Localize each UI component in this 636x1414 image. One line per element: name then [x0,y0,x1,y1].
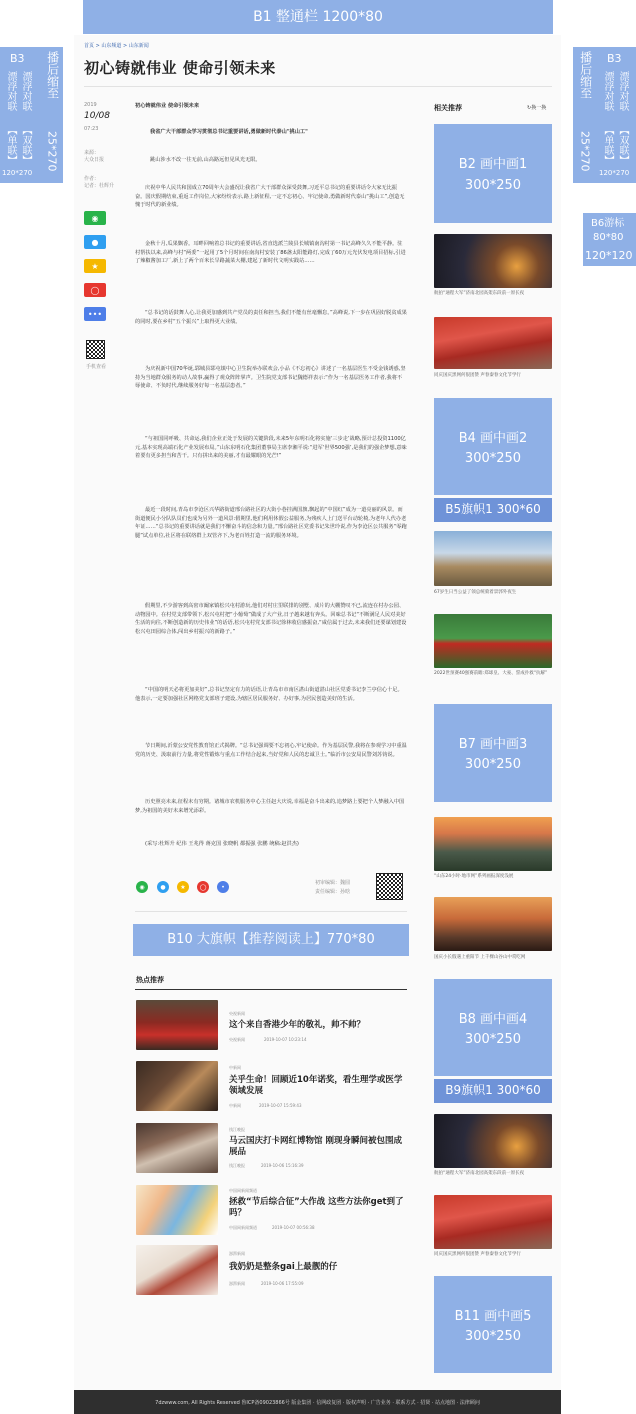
share-weibo-button[interactable] [84,283,106,297]
bottom-share-qq-button[interactable] [157,881,169,893]
hot-source-bottom: 澎湃新闻 [229,1281,245,1286]
wechat-icon: ◉ [91,213,99,223]
bottom-share-weibo-button[interactable] [197,881,209,893]
ad-b3-right-line1: 漂浮对联 [602,71,613,111]
ad-b7-name: B7 画中画3 [458,737,528,752]
ad-b3-left-line4: 【双联】 [20,125,31,165]
more-icon: • [221,883,225,891]
article-lead: 跳山涉水不改一往无前,山高路远但见风光无限。 [150,157,261,163]
editor-line [315,880,350,887]
hot-title[interactable]: 拯救“节后综合征”大作战 这些方法你get到了吗？ [229,1197,404,1218]
qq-icon: ● [91,237,99,247]
editor-label: 初审编辑： [315,880,341,886]
ad-b3-right-line2: 漂浮对联 [617,71,628,111]
hot-source: 澎湃新闻 [229,1251,245,1256]
article-paragraph: 金秋十月,瓜果飘香。耳畔回响着总书记的重要讲话,省直选派兰陵县长城镇南沟村第一书记高峰久久不能平静。驻村帮扶以来,高峰与村“两委”一起用了5个月时间在南沟村安装了86盏太阳能路灯,完成了60万元光伏发电项目招标,引进了辣椒酱加工厂,新上了两个百米长旱路蔬菜大棚,建起了新时代文明实践站…… [135,241,406,265]
hot-thumb-4[interactable] [136,1185,218,1235]
chief-editor-name: 孙晗 [340,889,351,895]
ad-b3-right-size-v: 25*270 [578,131,592,172]
article-author-label: 作者： [84,176,100,182]
site-footer[interactable]: 7dzwww.com, All Rights Reserved 鲁ICP备09023866号 版金集团 · 信网政复团 · 版权声明 · 广告业务 · 联系方式 · 招贤 · 站点地图 · 法律顾问 [74,1390,561,1414]
weibo-icon: ◯ [90,285,100,295]
mobile-qr-code [86,340,105,359]
share-qq-button[interactable] [84,235,106,249]
bottom-share-more-button[interactable] [217,881,229,893]
refresh-icon: ↻ [527,105,532,111]
article-heading: 初心铸就伟业 使命引领未来 [135,103,200,109]
hot-thumb-5[interactable] [136,1245,218,1295]
article-paragraph: 最近一段时间,青岛市李沧区兴华路街道邢台路社区的大街小巷挂满国旗,飘起的“中国红”成为一道亮丽的风景。而街道便民小分队队员们也成为另外一道风景:假期里,他们利用休假公益服务,为残疾人上门送平台动轮椅,为老年人代办老年证……“总书记的重要讲话就是我们不懈奋斗的信念和力量。”邢台路社区党委书记朱世玲说,作为李沧区公共服务“零跑腿”试点单位,社区将在联络群上双管齐下,为老百姓打造一流的服务环境。 [135,507,407,539]
ad-b4-name: B4 画中画2 [458,431,528,446]
article-paragraph: 庆祝中华人民共和国成立70周年大会盛况让我省广大干部群众深受鼓舞,习近平总书记的重要讲话令大家无比振奋。国庆假期结束,重返工作岗位,大家纷纷表示,路上新征程,一定不忘初心、牢记使命,勇做新时代泰山“挑山工”,创造无愧于时代的新业绩。 [135,185,405,209]
ad-b11-name: B11 画中画5 [454,1309,532,1324]
ad-b8-pip[interactable] [434,979,552,1076]
ad-b3-right-line3: 【单联】 [602,125,613,165]
hot-thumb-3[interactable] [136,1123,218,1173]
sidebar-thumb-7[interactable] [434,1114,552,1168]
hot-title[interactable]: 马云国庆打卡网红博物馆 刚现身瞬间被包围成展品 [229,1136,402,1157]
sidebar-thumb-2[interactable] [434,317,552,369]
sidebar-caption[interactable]: “山东24小时·地市网”系列画报深度浅展 [434,874,514,879]
sidebar-caption[interactable]: 同庆国庆黑网何很团赞 声春秦春文化节学行 [434,373,521,378]
ad-b3-left-size: 120*270 [2,169,33,177]
qq-icon: ● [160,883,166,891]
hot-source: 中新网 [229,1065,241,1070]
ad-b6-size: 80*80 [593,232,624,243]
ad-b3-left[interactable] [0,47,63,183]
refresh-button[interactable] [527,104,546,111]
sidebar-caption[interactable]: 航拍“通程大军”济南北园高架东段前一原长夜 [434,1171,525,1176]
sidebar-thumb-8[interactable] [434,1195,552,1249]
ad-b3-right-line4: 【双联】 [617,125,628,165]
article-year: 2019 [84,102,97,108]
bottom-share-qzone-button[interactable] [177,881,189,893]
editor-name: 魏圆 [340,880,351,886]
ad-b3-right-size: 120*270 [599,169,630,177]
article-paragraph: 节日期间,沂蒙公安党性教育馆正式揭牌。“总书记强调要不忘初心,牢记使命。作为基层民警,我将在参观学习中重温党的历史、汲取前行力量,将党性锻炼与重点工作结合起来,当好党和人民的忠诚卫士。”临沂市公安局民警刘苏钧说。 [135,743,407,758]
ad-b3-left-size-v: 25*270 [45,131,59,172]
ad-b6-name: B6游标 [591,218,625,229]
article-paragraph: (采写:杜辉升 纪伟 王兆得 蒋克国 张晓帆 都振强 张鹏 统稿:赵洪杰) [145,841,299,847]
hot-thumb-2[interactable] [136,1061,218,1111]
hot-source: 钱江晚报 [229,1127,245,1132]
more-icon: ••• [87,309,103,319]
title-divider [84,86,552,87]
article-source-label: 来源： [84,150,100,156]
ad-b10-banner[interactable]: B10 大旗帜【推荐阅读上】770*80 [133,924,409,956]
hot-divider [135,989,407,990]
refresh-label: 换一换 [531,105,547,111]
article-paragraph: “与祖国同呼吸、共命运,我们企业正处于发展的关键阶段,未来5年东明石化将实施‘三步走’战略,预计总投资1100亿元,基本实现高端石化产业发展布局。”山东东明石化集团董事局主席李湘平说:“进军‘世界500强’,是我们的强企梦想,意味着要有更多担当和苦干。只有拼出来的美丽,才有最耀眼的光芒!” [135,436,407,460]
article-paragraph: 为庆祝新中国70华诞,郓城县郓屯镇中心卫生院举办联欢会,小品《不忘初心》讲述了一名基层医生不受金钱诱惑,坚持为当地群众服务的动人故事,赢得了观众阵阵掌声。卫生院党支部书记魏德祥表示:“作为一名基层医务工作者,我将不辱使命、不负时代,继续服务好每一名基层患者。” [135,366,406,390]
ad-b3-left-line3: 【单联】 [5,125,16,165]
share-qzone-button[interactable] [84,259,106,273]
ad-b3-left-line1: 漂浮对联 [5,71,16,111]
ad-b3-right[interactable] [573,47,636,183]
article-subheading: 我省广大干部群众学习贯彻总书记重要讲话,勇做新时代泰山"挑山工" [150,129,308,135]
hot-title[interactable]: 这个来自香港少年的敬礼，帅不帅？ [229,1020,366,1030]
sidebar-thumb-4[interactable] [434,614,552,668]
ad-b1-banner[interactable]: B1 整通栏 1200*80 [83,0,553,34]
sidebar-thumb-3[interactable] [434,531,552,586]
sidebar-thumb-1[interactable] [434,234,552,288]
ad-b3-left-code: B3 [10,52,25,65]
sidebar-caption[interactable]: 2022世预赛40强赛前瞻:郑球皇、大豪、誓成扑救“抗解” [434,671,548,676]
article-paragraph: “中国的明天必将更加美好”,总书记坚定有力的话语,让青岛市市南区湛山街道湛山社区党委书记李兰亭信心十足。他表示,一定要加强社区网格党支部班子建设,为辖区居民服务好、办好事,为居民创造美好的生活。 [135,687,403,702]
ad-b2-pip[interactable] [434,124,552,223]
ad-b2-name: B2 画中画1 [458,157,528,172]
ad-b8-size: 300*250 [464,1032,522,1047]
hot-title[interactable]: 关乎生命！回顾近10年诺奖，看生理学或医学领域发展 [229,1075,403,1096]
ad-b4-size: 300*250 [464,451,522,466]
page-title: 初心铸就伟业 使命引领未来 [84,59,276,77]
ad-b7-pip[interactable] [434,704,552,802]
qzone-icon: ★ [91,261,99,271]
ad-b11-pip[interactable] [434,1276,552,1373]
ad-b6-alt: 120*120 [585,249,633,262]
hot-header: 热点推荐 [136,976,164,984]
hot-time: 2019-10-07 00:56:38 [272,1225,315,1230]
article-author: 记者：杜辉升 [84,183,115,189]
sidebar-caption[interactable]: 航拍“通程大军”济南北园高架东段前一原长夜 [434,291,525,296]
article-paragraph: 历史照亮未来,征程未有穷期。诸城市农机服务中心主任赵大庆说,幸福是奋斗出来的,追梦路上要把个人梦融入中国梦,为祖国的美好未来增光添彩。 [135,799,405,814]
sidebar-thumb-5[interactable] [434,817,552,871]
ad-b7-size: 300*250 [464,757,522,772]
hot-source-bottom: 钱江晚报 [229,1163,245,1168]
sidebar-thumb-6[interactable] [434,897,552,951]
hot-source: 中国网新闻频道 [229,1188,257,1193]
ad-b5-flag[interactable]: B5旗帜1 300*60 [434,498,552,522]
ad-b9-flag[interactable]: B9旗帜1 300*60 [434,1079,552,1103]
ad-b11-size: 300*250 [464,1329,522,1344]
hot-time: 2019-10-06 17:55:09 [261,1281,304,1286]
chief-editor-line [315,889,350,896]
hot-source-bottom: 中国网新闻频道 [229,1225,257,1230]
article-date: 10/08 [84,111,110,121]
ad-b3-left-line2: 漂浮对联 [20,71,31,111]
chief-editor-label: 责任编辑： [315,889,341,895]
ad-b3-right-code: B3 [607,52,622,65]
weibo-icon: ◯ [199,883,207,891]
hot-time: 2019-10-07 10:23:14 [264,1037,307,1042]
ad-b4-pip[interactable] [434,398,552,495]
qzone-icon: ★ [180,883,186,891]
hot-source: 央视新闻 [229,1011,245,1016]
sidebar-header: 相关推荐 [434,104,462,112]
breadcrumb[interactable]: 首页 > 山东频道 > 山东新闻 [84,43,149,49]
article-paragraph: 假期里,不少游客到高密市阚家镇松兴屯村游玩,他们对村庄里联排的别墅、成片的大棚赞叹不已,流连在村办公园、动物园中。在村党支部带领下,松兴屯村把“小葡萄”做成了大产业,日子越来越有奔头。回味总书记“不断满足人民对美好生活的向往,不断创造新的历史伟业”的话语,松兴屯村党支部书记徐林收信感振奋,“咸信属于过去,未来我们还要谋划建设松兴屯田园综合体,闯出乡村振兴的新路子。” [135,603,407,635]
hot-thumb-1[interactable] [136,1000,218,1050]
hot-time: 2019-10-06 15:16:39 [261,1163,304,1168]
article-qr-code [376,873,403,900]
share-wechat-button[interactable] [84,211,106,225]
sidebar-caption[interactable]: 同庆国庆黑网何很团赞 声春秦春文化节学行 [434,1252,521,1257]
article-source: 大众日报 [84,157,105,163]
sidebar-caption[interactable]: 国庆小长假遇上重阳节 上千棵山谷山中赏吃网 [434,955,526,960]
hot-time: 2019-10-07 15:59:43 [259,1103,302,1108]
bottom-share-wechat-button[interactable] [136,881,148,893]
ad-b3-right-title: 播后缩至 [578,51,593,99]
ad-b3-left-title: 播后缩至 [45,51,60,99]
sidebar-caption[interactable]: 67岁生日当公益了领总统骑着景郭外夜生 [434,590,517,595]
hot-source-bottom: 央视新闻 [229,1037,245,1042]
ad-b8-name: B8 画中画4 [458,1012,528,1027]
article-time: 07:23 [84,126,99,132]
share-more-button[interactable] [84,307,106,321]
ad-b6-cursor[interactable] [583,213,636,266]
hot-source-bottom: 中新网 [229,1103,241,1108]
article-end-divider [135,911,407,912]
ad-b2-size: 300*250 [464,178,522,193]
mobile-read-label: 手机查看 [86,364,107,370]
hot-title[interactable]: 我奶奶是整条gai上最靓的仔 [229,1262,338,1272]
wechat-icon: ◉ [139,883,145,891]
article-paragraph: “总书记的话鼓舞人心,让我更加感到共产党员的责任和担当,我们不能有丝毫懈怠。”高峰说,下一步在巩固好脱贫成果的同时,要在乡村“五个振兴”上取得更大业绩。 [135,310,407,325]
